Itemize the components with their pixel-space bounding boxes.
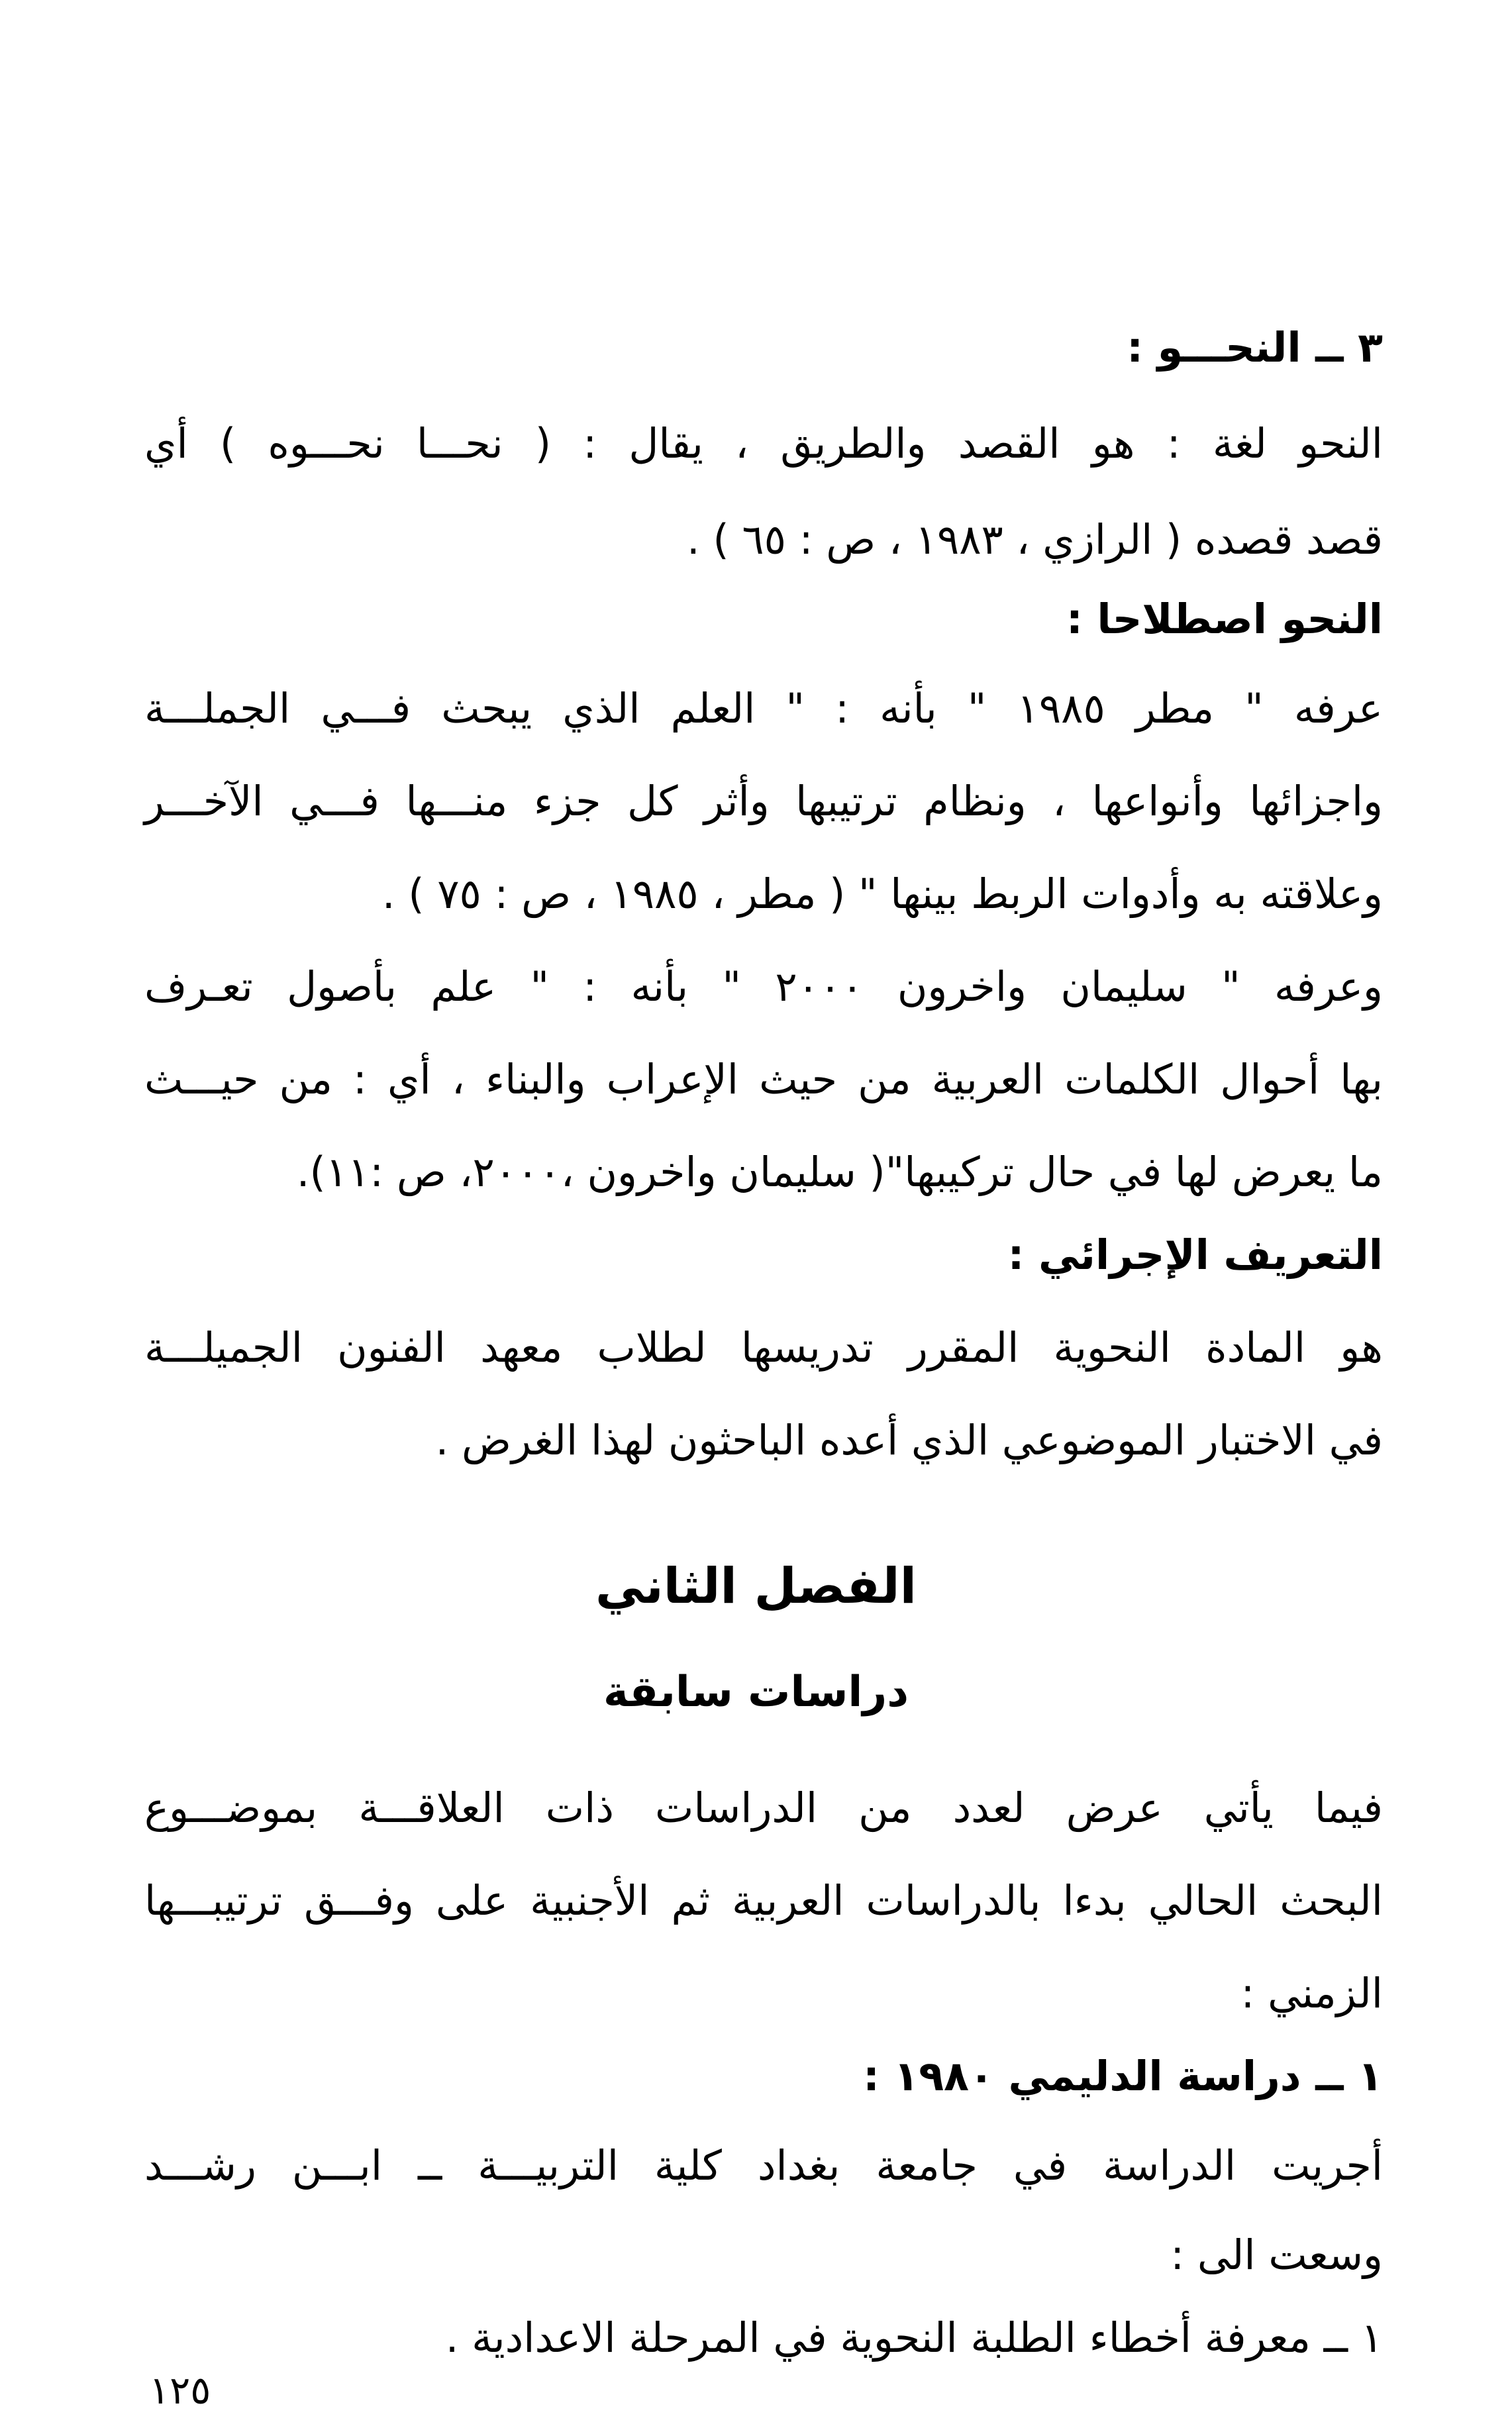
chapter-subtitle: دراسات سابقة — [603, 1668, 909, 1717]
section-heading-nahw: ٣ ــ النحـــو : — [1127, 323, 1383, 372]
text-line: وسعت الى : — [1170, 2231, 1383, 2279]
subheading-istilahan: النحو اصطلاحا : — [1066, 595, 1383, 643]
text-line: فيما يأتي عرض لعدد من الدراسات ذات العلاقـــة بموضـــوع — [144, 1784, 1383, 1832]
text-line: وعرفه " سليمان واخرون ٢٠٠٠ " بأنه : " علم بأصول تعـرف — [144, 962, 1384, 1011]
text-line: النحو لغة : هو القصد والطريق ، يقال : ( نحـــا نحـــوه ) أي — [144, 419, 1383, 468]
text-line: الزمني : — [1240, 1969, 1383, 2017]
text-line: وعلاقته به وأدوات الربط بينها " ( مطر ، ١٩٨٥ ، ص : ٧٥ ) . — [381, 870, 1383, 918]
page-number: ١٢٥ — [149, 2368, 211, 2413]
subheading-operational-definition: التعريف الإجرائي : — [1007, 1231, 1383, 1279]
text-line: واجزائها وأنواعها ، ونظام ترتيبها وأثر كل جزء منـــها فـــي الآخـــر — [144, 777, 1383, 825]
text-line: ما يعرض لها في حال تركيبها"( سليمان واخرون ،٢٠٠٠، ص :١١). — [296, 1148, 1383, 1196]
text-line: قصد قصده ( الرازي ، ١٩٨٣ ، ص : ٦٥ ) . — [687, 515, 1383, 564]
study-heading-dulaimi: ١ ــ دراسة الدليمي ١٩٨٠ : — [863, 2052, 1383, 2100]
text-line: هو المادة النحوية المقرر تدريسها لطلاب معهد الفنون الجميلـــة — [144, 1323, 1383, 1372]
chapter-title: الفصل الثاني — [595, 1558, 917, 1615]
text-line: البحث الحالي بدءا بالدراسات العربية ثم الأجنبية على وفـــق ترتيبـــها — [144, 1876, 1383, 1925]
text-line: بها أحوال الكلمات العربية من حيث الإعراب والبناء ، أي : من حيـــث — [144, 1055, 1383, 1103]
text-line: عرفه " مطر ١٩٨٥ " بأنه : " العلم الذي يبحث فـــي الجملـــة — [144, 684, 1383, 733]
text-line: أجريت الدراسة في جامعة بغداد كلية التربيـــة ــ ابـــن رشـــد — [144, 2141, 1383, 2190]
text-line: في الاختبار الموضوعي الذي أعده الباحثون لهذا الغرض . — [435, 1416, 1383, 1464]
text-line: ١ ــ معرفة أخطاء الطلبة النحوية في المرحلة الاعدادية . — [445, 2313, 1383, 2362]
